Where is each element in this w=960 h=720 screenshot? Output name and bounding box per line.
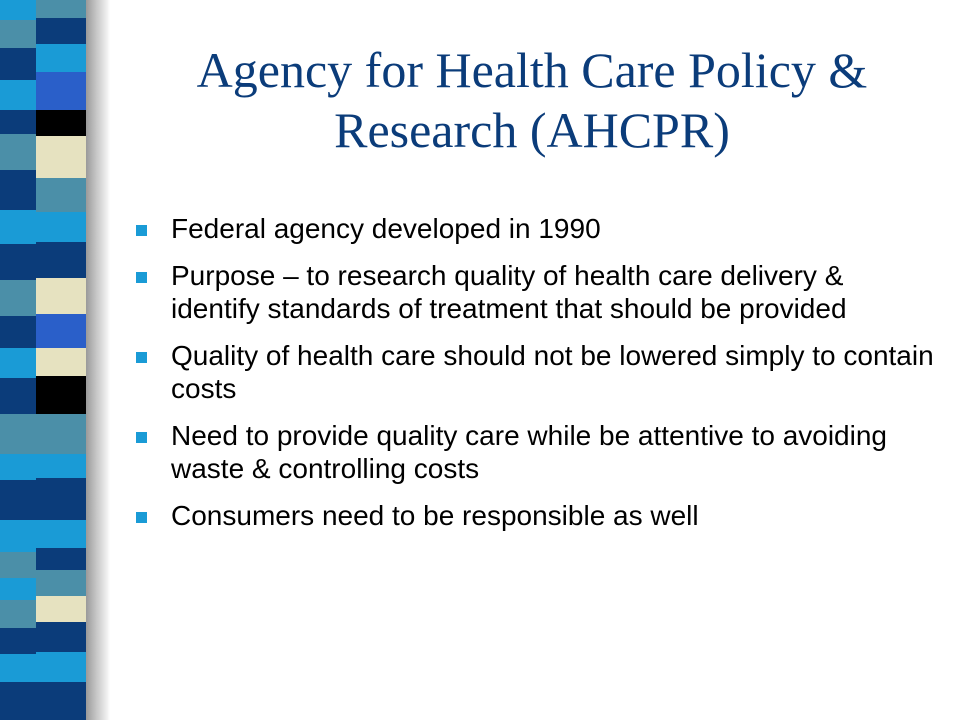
stripe-block [36,178,86,212]
stripe-block [36,110,86,136]
stripe-block [36,478,86,520]
bullet-text: Purpose – to research quality of health care delivery & identify standards of treatment that should be provided [171,260,847,324]
stripe-block [36,376,86,414]
stripe-block [36,18,86,44]
bullet-item [136,419,936,485]
bullet-text: Consumers need to be responsible as well [171,500,699,531]
stripe-block [36,242,86,278]
stripe-block [36,348,86,376]
stripe-block [36,0,86,18]
square-bullet-icon [136,352,147,363]
stripe-block [36,520,86,548]
stripe-shadow [86,0,110,720]
slide-title-line-2: Research (AHCPR) [334,102,730,158]
stripe-block [36,548,86,570]
stripe-block [36,212,86,242]
stripe-block [36,72,86,110]
stripe-block [36,596,86,622]
stripe-block [36,454,86,478]
slide-title [120,40,944,160]
bullet-item [136,339,936,405]
square-bullet-icon [136,272,147,283]
stripe-block [36,682,86,720]
decorative-stripe-bar [0,0,110,720]
stripe-block [36,136,86,178]
bullet-list [136,212,936,546]
stripe-block [36,622,86,652]
stripe-block [36,570,86,596]
square-bullet-icon [136,225,147,236]
stripe-block [36,652,86,682]
slide-title-line-1: Agency for Health Care Policy & [196,42,868,98]
bullet-item [136,212,936,245]
stripe-block-column [36,0,86,720]
stripe-block [36,44,86,72]
bullet-text: Need to provide quality care while be attentive to avoiding waste & controlling costs [171,420,887,484]
bullet-text: Quality of health care should not be lowered simply to contain costs [171,340,934,404]
bullet-item [136,499,936,532]
stripe-block [36,278,86,314]
stripe-block [36,414,86,454]
square-bullet-icon [136,512,147,523]
stripe-block [36,314,86,348]
bullet-text: Federal agency developed in 1990 [171,213,601,244]
bullet-item [136,259,936,325]
square-bullet-icon [136,432,147,443]
